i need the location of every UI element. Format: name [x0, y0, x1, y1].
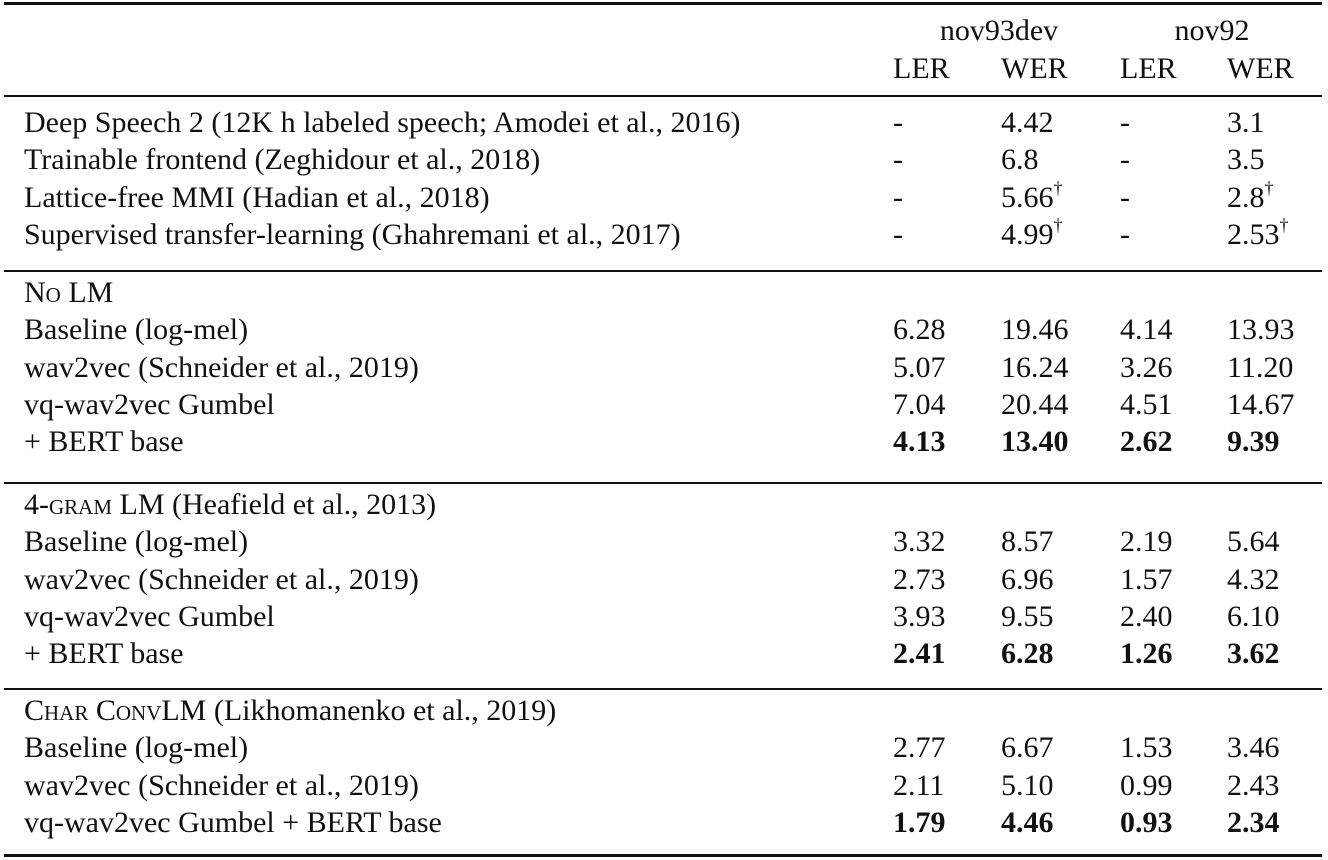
metric-value: [1120, 387, 1173, 423]
metric-value: [1227, 599, 1280, 635]
metric-value: [893, 105, 903, 141]
method-name: vq-wav2vec Gumbel: [24, 387, 275, 421]
metric-value-text: 6.8: [1001, 143, 1039, 177]
metric-value: [893, 599, 946, 635]
section-title: [24, 487, 436, 523]
metric-value-text: 13.93: [1227, 313, 1295, 347]
metric-header-ler-nov92: LER: [1120, 52, 1177, 85]
metric-value: [1001, 524, 1054, 560]
section-rule: [4, 688, 1322, 690]
metric-value: [1120, 424, 1173, 460]
dagger-mark: †: [1264, 177, 1274, 198]
metric-value: [893, 424, 946, 460]
section-rule: [4, 270, 1322, 272]
metric-value: [1001, 312, 1069, 348]
metric-value: [893, 805, 946, 841]
metric-value: [1120, 730, 1173, 766]
method-name: + BERT base: [24, 425, 184, 459]
dagger-mark: †: [1053, 214, 1063, 235]
section-title: [24, 693, 556, 729]
metric-header-wer-nov92: WER: [1227, 52, 1294, 85]
metric-value: [1120, 180, 1130, 216]
metric-value: [1227, 350, 1293, 386]
section-title-citation: (Likhomanenko et al., 2019): [206, 694, 557, 727]
metric-value: [1227, 105, 1265, 141]
metric-value-text: 5.10: [1001, 768, 1054, 802]
metric-value: [893, 217, 903, 253]
method-name: Deep Speech 2 (12K h labeled speech; Amodei et al., 2016): [24, 106, 741, 139]
method-name: Lattice-free MMI (Hadian et al., 2018): [24, 180, 490, 214]
metric-value: [1227, 177, 1274, 216]
metric-value-text: 4.46: [1001, 805, 1054, 839]
metric-value: [1001, 768, 1054, 804]
metric-value-text: 2.40: [1120, 599, 1173, 633]
top-rule: [4, 2, 1322, 5]
metric-value-text: 2.19: [1120, 525, 1173, 559]
metric-value: [1120, 562, 1173, 598]
metric-value-text: 5.66: [1001, 180, 1054, 214]
metric-value: [1001, 350, 1069, 386]
metric-value-text: 7.04: [893, 387, 946, 421]
metric-value-text: 2.34: [1227, 805, 1280, 839]
metric-value-text: 1.79: [893, 805, 946, 839]
metric-value: [1120, 805, 1173, 841]
metric-value: [1120, 524, 1173, 560]
metric-value-text: 2.8: [1227, 180, 1265, 214]
metric-value-text: 2.41: [893, 637, 946, 671]
metric-value: [893, 350, 946, 386]
metric-value-text: 2.43: [1227, 768, 1280, 802]
metric-value-text: 4.42: [1001, 106, 1054, 139]
metric-value: [1001, 805, 1054, 841]
metric-value: [1120, 768, 1173, 804]
metric-value-text: -: [1120, 106, 1130, 139]
metric-value-text: 3.93: [893, 599, 946, 633]
metric-value: [1001, 599, 1054, 635]
method-name: wav2vec (Schneider et al., 2019): [24, 562, 419, 596]
section-rule: [4, 482, 1322, 484]
metric-value: [1120, 636, 1173, 672]
metric-value: [1001, 387, 1069, 423]
bottom-rule: [4, 854, 1322, 857]
metric-value-text: 3.1: [1227, 106, 1265, 139]
metric-value-text: 14.67: [1227, 387, 1295, 421]
metric-value: [1120, 312, 1173, 348]
metric-value: [893, 312, 946, 348]
metric-value-text: -: [1120, 217, 1130, 251]
metric-value: [1227, 424, 1280, 460]
metric-value-text: 2.77: [893, 731, 946, 765]
section-title-label: Char ConvLM: [24, 694, 207, 727]
metric-value-text: 2.62: [1120, 425, 1173, 459]
method-name: Supervised transfer-learning (Ghahremani et al., 2017): [24, 217, 681, 251]
section-title-citation: (Heafield et al., 2013): [164, 488, 437, 521]
metric-value-text: -: [1120, 180, 1130, 214]
dagger-mark: †: [1053, 177, 1063, 198]
metric-value: [1120, 105, 1130, 141]
metric-value: [1001, 424, 1069, 460]
metric-value: [893, 562, 946, 598]
metric-value-text: -: [893, 106, 903, 139]
metric-value-text: 2.73: [893, 562, 946, 596]
metric-value-text: -: [1120, 143, 1130, 177]
metric-value: [1120, 217, 1130, 253]
metric-value: [1227, 768, 1280, 804]
metric-value: [1227, 730, 1280, 766]
metric-value: [1227, 805, 1280, 841]
metric-value-text: 20.44: [1001, 387, 1069, 421]
metric-value-text: 4.14: [1120, 313, 1173, 347]
metric-value-text: 6.67: [1001, 731, 1054, 765]
metric-value-text: 4.32: [1227, 562, 1280, 596]
metric-value: [1001, 636, 1054, 672]
metric-value: [1227, 312, 1295, 348]
metric-value: [1120, 599, 1173, 635]
metric-value: [1001, 730, 1054, 766]
metric-value-text: 2.11: [893, 768, 945, 802]
section-title-label: No LM: [24, 276, 114, 309]
method-name: + BERT base: [24, 637, 184, 671]
header-rule: [4, 95, 1322, 97]
metric-value-text: 1.53: [1120, 731, 1173, 765]
metric-value: [1227, 636, 1280, 672]
metric-value-text: 3.26: [1120, 350, 1173, 384]
metric-value: [1001, 142, 1039, 178]
metric-value: [893, 768, 944, 804]
metric-value: [1001, 562, 1054, 598]
metric-value: [1227, 562, 1280, 598]
metric-value-text: 11.20: [1227, 350, 1294, 384]
metric-value-text: 4.13: [893, 425, 946, 459]
metric-value: [893, 730, 946, 766]
metric-value: [1001, 105, 1054, 141]
metric-value: [893, 387, 946, 423]
metric-value-text: 8.57: [1001, 525, 1054, 559]
metric-value-text: 16.24: [1001, 350, 1069, 384]
metric-value-text: 3.5: [1227, 143, 1265, 177]
metric-value-text: 9.55: [1001, 599, 1054, 633]
metric-value-text: 4.51: [1120, 387, 1173, 421]
method-name: Trainable frontend (Zeghidour et al., 2018): [24, 143, 541, 177]
metric-value: [1227, 214, 1289, 253]
metric-value: [1227, 387, 1295, 423]
metric-value-text: -: [893, 217, 903, 251]
metric-value-text: 9.39: [1227, 425, 1280, 459]
metric-value-text: 6.10: [1227, 599, 1280, 633]
method-name: vq-wav2vec Gumbel + BERT base: [24, 805, 442, 839]
metric-value-text: -: [893, 143, 903, 177]
group-header-nov93dev: nov93dev: [939, 14, 1059, 47]
dagger-mark: †: [1279, 214, 1289, 235]
metric-value: [1120, 142, 1130, 178]
metric-value-text: 0.99: [1120, 768, 1173, 802]
section-title: [24, 275, 113, 311]
metric-value-text: 5.64: [1227, 525, 1280, 559]
metric-value-text: 3.32: [893, 525, 946, 559]
metric-value-text: 3.62: [1227, 637, 1280, 671]
method-name: Baseline (log-mel): [24, 525, 249, 559]
metric-value-text: 5.07: [893, 350, 946, 384]
method-name: wav2vec (Schneider et al., 2019): [24, 350, 419, 384]
metric-value: [893, 180, 903, 216]
metric-value-text: 4.99: [1001, 217, 1054, 251]
metric-value-text: 6.96: [1001, 562, 1054, 596]
method-name: vq-wav2vec Gumbel: [24, 599, 275, 633]
metric-value-text: 13.40: [1001, 425, 1069, 459]
metric-value-text: 6.28: [1001, 637, 1054, 671]
metric-value: [893, 142, 903, 178]
method-name: wav2vec (Schneider et al., 2019): [24, 768, 419, 802]
metric-value-text: 2.53: [1227, 217, 1280, 251]
metric-header-ler-nov93dev: LER: [893, 52, 950, 85]
metric-value: [1001, 177, 1063, 216]
metric-value: [893, 524, 946, 560]
metric-value-text: 3.46: [1227, 731, 1280, 765]
metric-value-text: 1.26: [1120, 637, 1173, 671]
section-title-label: 4-gram LM: [24, 488, 165, 521]
method-name: Baseline (log-mel): [24, 731, 249, 765]
metric-value-text: -: [893, 180, 903, 214]
metric-value-text: 19.46: [1001, 313, 1069, 347]
method-name: Baseline (log-mel): [24, 313, 249, 347]
metric-value: [1227, 524, 1280, 560]
metric-value-text: 6.28: [893, 313, 946, 347]
metric-value: [1120, 350, 1173, 386]
metric-value-text: 1.57: [1120, 562, 1173, 596]
metric-value-text: 0.93: [1120, 805, 1173, 839]
metric-value: [1227, 142, 1265, 178]
metric-value: [1001, 214, 1063, 253]
group-header-nov92: nov92: [1174, 14, 1250, 47]
metric-value: [893, 636, 946, 672]
metric-header-wer-nov93dev: WER: [1001, 52, 1068, 85]
